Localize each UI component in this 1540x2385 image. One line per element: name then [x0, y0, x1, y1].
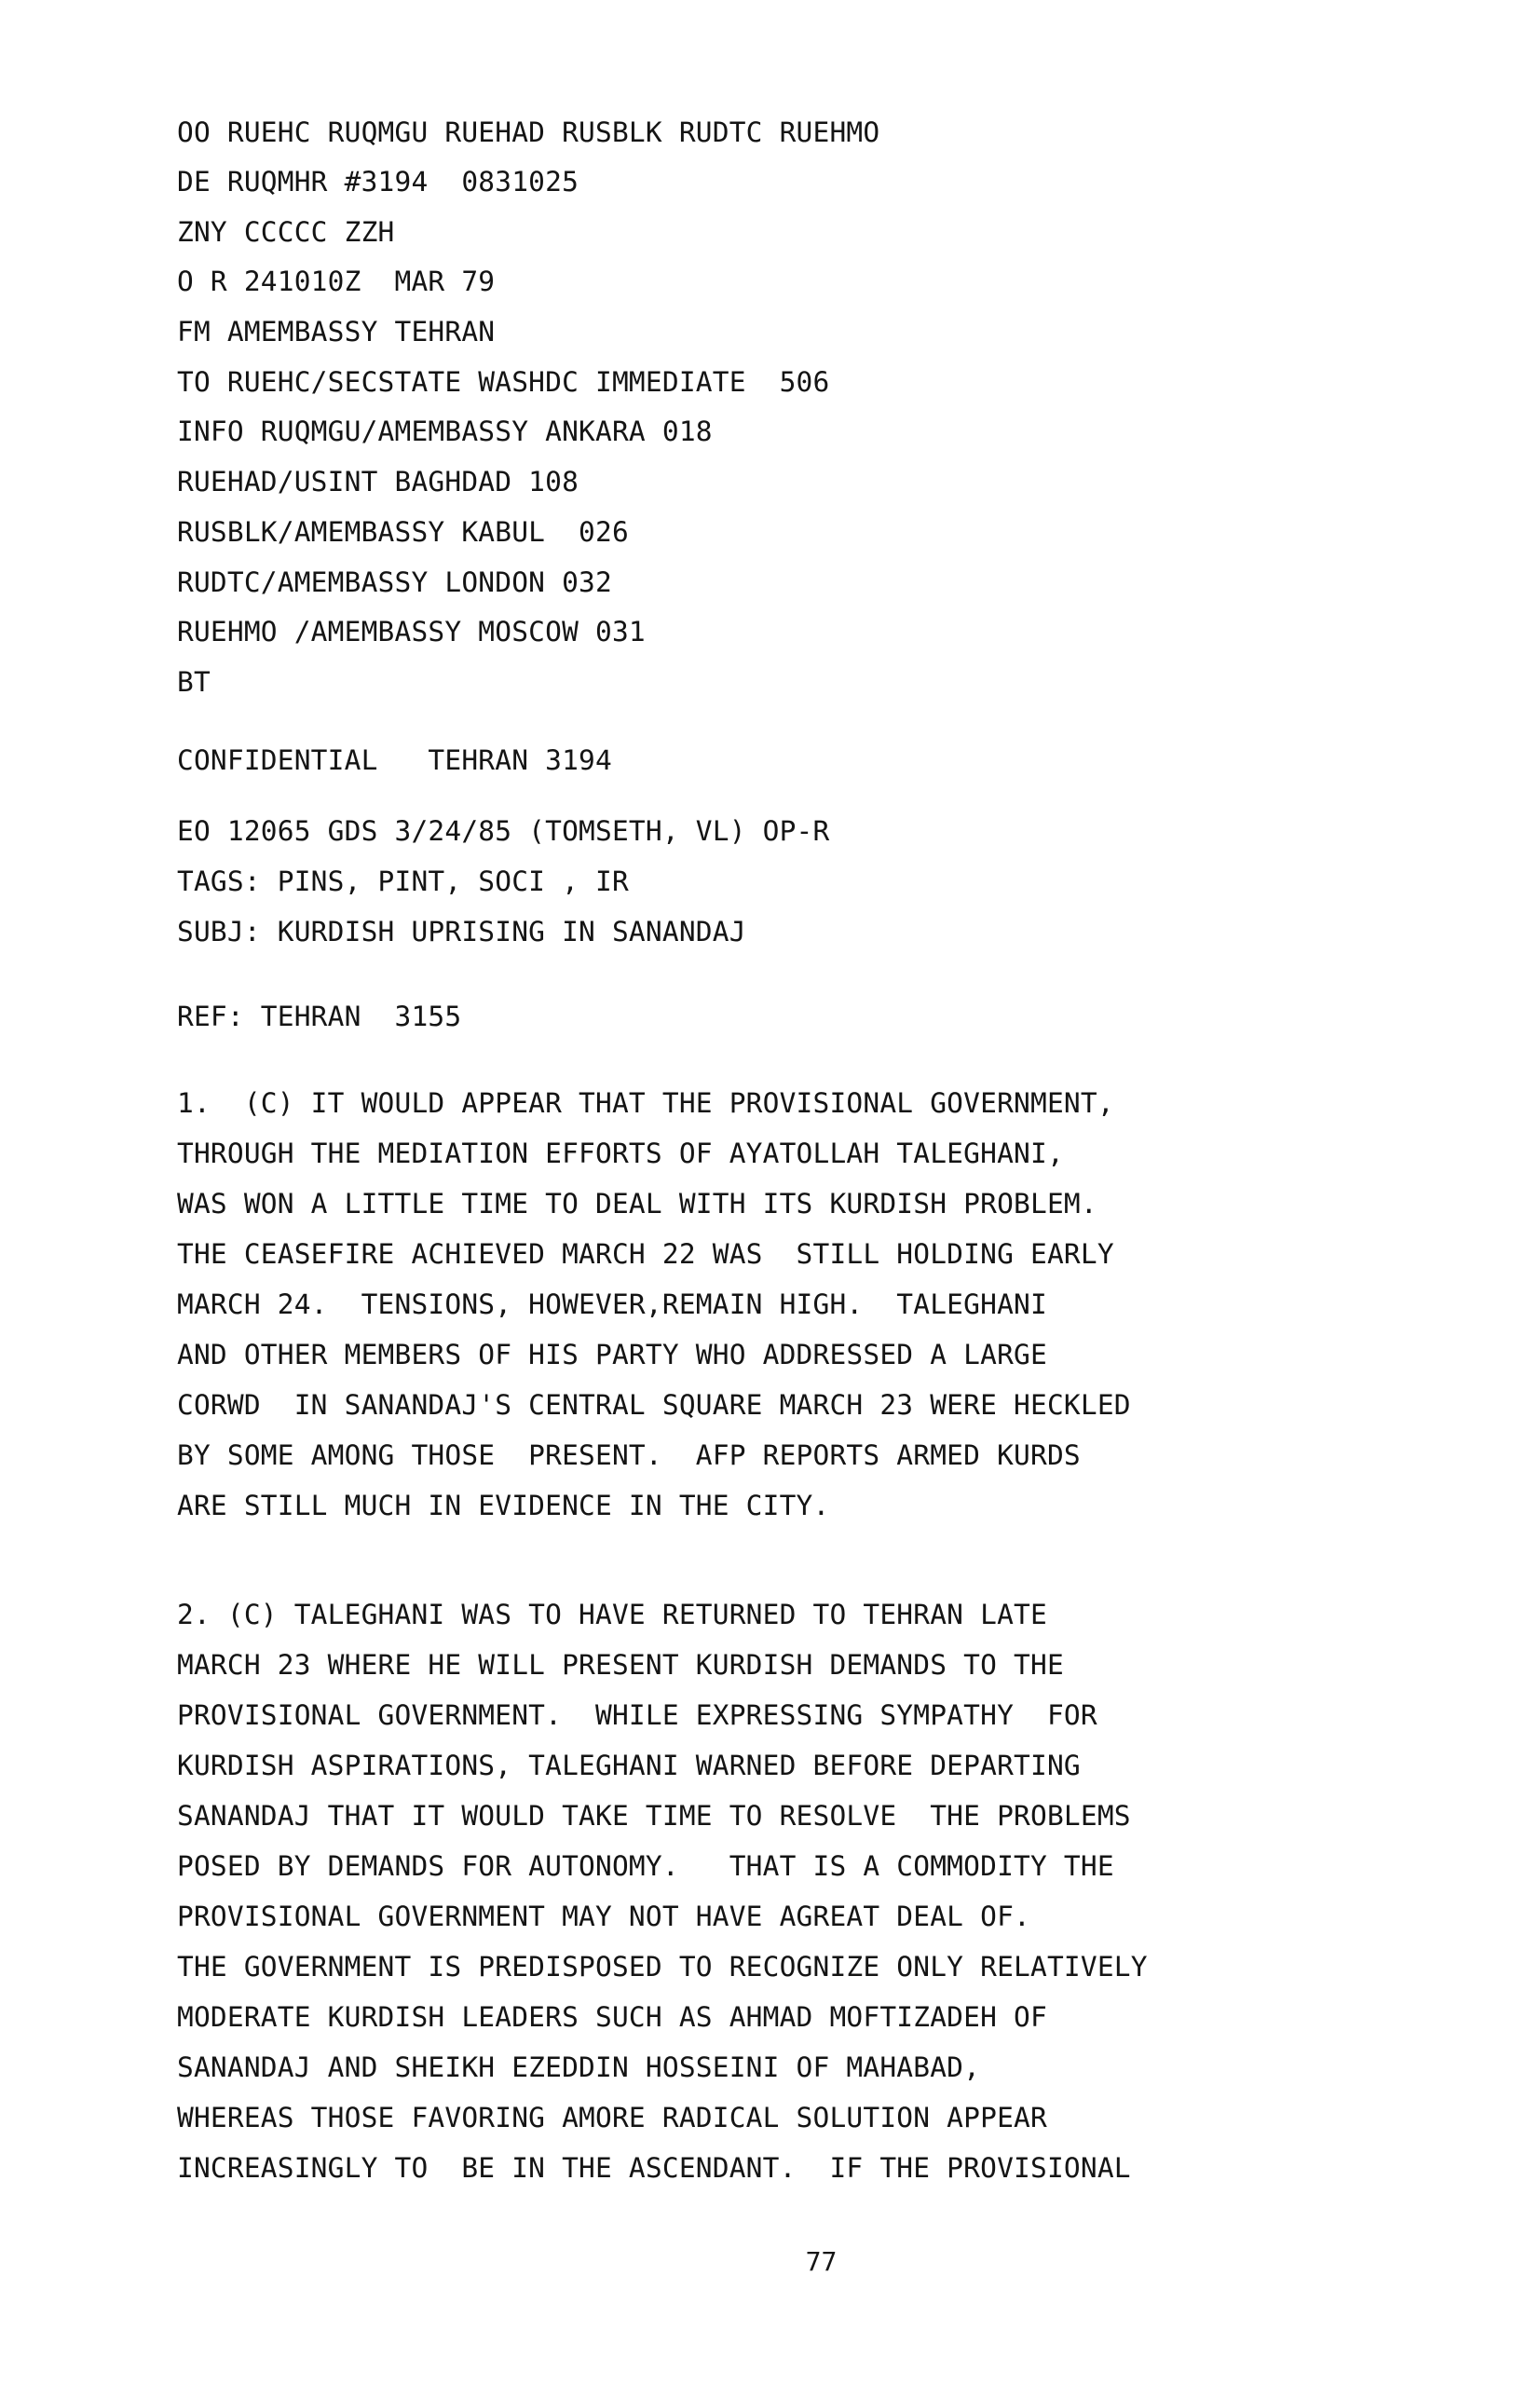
- paragraph-line: MARCH 24. TENSIONS, HOWEVER,REMAIN HIGH. TALEGHANI: [177, 1288, 1047, 1320]
- header-line: FM AMEMBASSY TEHRAN: [177, 316, 496, 348]
- header-line: O R 241010Z MAR 79: [177, 266, 496, 297]
- tags-line: TAGS: PINS, PINT, SOCI , IR: [177, 865, 629, 897]
- header-line: OO RUEHC RUQMGU RUEHAD RUSBLK RUDTC RUEHMO: [177, 116, 880, 148]
- paragraph-line: PROVISIONAL GOVERNMENT MAY NOT HAVE AGREAT DEAL OF.: [177, 1901, 1030, 1932]
- paragraph-line: ARE STILL MUCH IN EVIDENCE IN THE CITY.: [177, 1490, 830, 1521]
- header-line: RUSBLK/AMEMBASSY KABUL 026: [177, 516, 629, 548]
- paragraph-line: 2. (C) TALEGHANI WAS TO HAVE RETURNED TO TEHRAN LATE: [177, 1599, 1047, 1630]
- paragraph-line: INCREASINGLY TO BE IN THE ASCENDANT. IF THE PROVISIONAL: [177, 2152, 1131, 2184]
- paragraph-line: MODERATE KURDISH LEADERS SUCH AS AHMAD MOFTIZADEH OF: [177, 2001, 1047, 2033]
- paragraph-line: BY SOME AMONG THOSE PRESENT. AFP REPORTS ARMED KURDS: [177, 1439, 1081, 1471]
- paragraph-line: SANANDAJ THAT IT WOULD TAKE TIME TO RESOLVE THE PROBLEMS: [177, 1800, 1131, 1832]
- header-line: INFO RUQMGU/AMEMBASSY ANKARA 018: [177, 416, 713, 447]
- paragraph-line: THE CEASEFIRE ACHIEVED MARCH 22 WAS STILL HOLDING EARLY: [177, 1238, 1114, 1270]
- subject-line: SUBJ: KURDISH UPRISING IN SANANDAJ: [177, 916, 746, 947]
- header-line: RUEHAD/USINT BAGHDAD 108: [177, 466, 579, 497]
- paragraph-line: POSED BY DEMANDS FOR AUTONOMY. THAT IS A COMMODITY THE: [177, 1850, 1114, 1882]
- header-line: RUDTC/AMEMBASSY LONDON 032: [177, 566, 612, 598]
- paragraph-line: WAS WON A LITTLE TIME TO DEAL WITH ITS KURDISH PROBLEM.: [177, 1188, 1097, 1220]
- header-line: ZNY CCCCC ZZH: [177, 216, 395, 248]
- header-line: DE RUQMHR #3194 0831025: [177, 166, 579, 198]
- paragraph-line: PROVISIONAL GOVERNMENT. WHILE EXPRESSING SYMPATHY FOR: [177, 1699, 1097, 1731]
- page-number: 77: [805, 2246, 838, 2277]
- eo-line: EO 12065 GDS 3/24/85 (TOMSETH, VL) OP-R: [177, 815, 830, 847]
- header-line: BT: [177, 666, 211, 698]
- paragraph-line: WHEREAS THOSE FAVORING AMORE RADICAL SOLUTION APPEAR: [177, 2102, 1047, 2133]
- header-line: TO RUEHC/SECSTATE WASHDC IMMEDIATE 506: [177, 366, 830, 398]
- paragraph-line: CORWD IN SANANDAJ'S CENTRAL SQUARE MARCH 23 WERE HECKLED: [177, 1389, 1131, 1421]
- paragraph-line: SANANDAJ AND SHEIKH EZEDDIN HOSSEINI OF MAHABAD,: [177, 2051, 981, 2083]
- paragraph-line: MARCH 23 WHERE HE WILL PRESENT KURDISH DEMANDS TO THE: [177, 1649, 1064, 1681]
- reference-line: REF: TEHRAN 3155: [177, 1001, 462, 1032]
- paragraph-line: AND OTHER MEMBERS OF HIS PARTY WHO ADDRESSED A LARGE: [177, 1339, 1047, 1370]
- header-line: RUEHMO /AMEMBASSY MOSCOW 031: [177, 616, 646, 647]
- paragraph-line: KURDISH ASPIRATIONS, TALEGHANI WARNED BEFORE DEPARTING: [177, 1750, 1081, 1781]
- paragraph-line: THE GOVERNMENT IS PREDISPOSED TO RECOGNIZE ONLY RELATIVELY: [177, 1951, 1148, 1983]
- paragraph-line: THROUGH THE MEDIATION EFFORTS OF AYATOLLAH TALEGHANI,: [177, 1138, 1064, 1169]
- classification-line: CONFIDENTIAL TEHRAN 3194: [177, 744, 612, 776]
- paragraph-line: 1. (C) IT WOULD APPEAR THAT THE PROVISIONAL GOVERNMENT,: [177, 1087, 1114, 1119]
